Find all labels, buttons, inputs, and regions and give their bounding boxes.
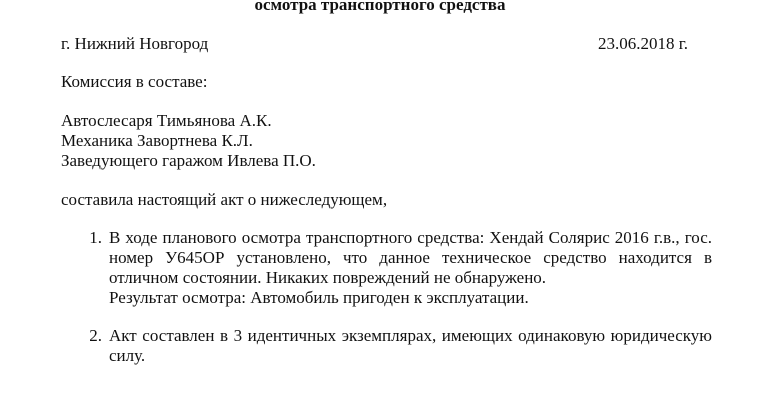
date-text: 23.06.2018 г. bbox=[598, 34, 689, 53]
list-item-number: 1. bbox=[89, 228, 102, 247]
statement-text: составила настоящий акт о нижеследующем, bbox=[61, 190, 388, 209]
commission-label: Комиссия в составе: bbox=[61, 72, 208, 91]
document-title: осмотра транспортного средства bbox=[254, 0, 506, 14]
commission-member: Автослесаря Тимьянова А.К. bbox=[61, 111, 272, 130]
commission-member: Механика Завортнева К.Л. bbox=[61, 131, 253, 150]
list-item-text: Акт составлен в 3 идентичных экземплярах, имеющих одинаковую юридическую силу. bbox=[109, 326, 712, 365]
list-item-text: В ходе планового осмотра транспортного средства: Хендай Солярис 2016 г.в., гос. номер У645ОР установлено, что данное техническое средство находится в отличном состоянии. Никаких повреждений не обнаружено. bbox=[109, 228, 712, 287]
city-text: г. Нижний Новгород bbox=[61, 34, 209, 53]
list-item-number: 2. bbox=[89, 326, 102, 345]
commission-member: Заведующего гаражом Ивлева П.О. bbox=[61, 151, 316, 170]
inspection-result: Результат осмотра: Автомобиль пригоден к эксплуатации. bbox=[109, 288, 529, 307]
